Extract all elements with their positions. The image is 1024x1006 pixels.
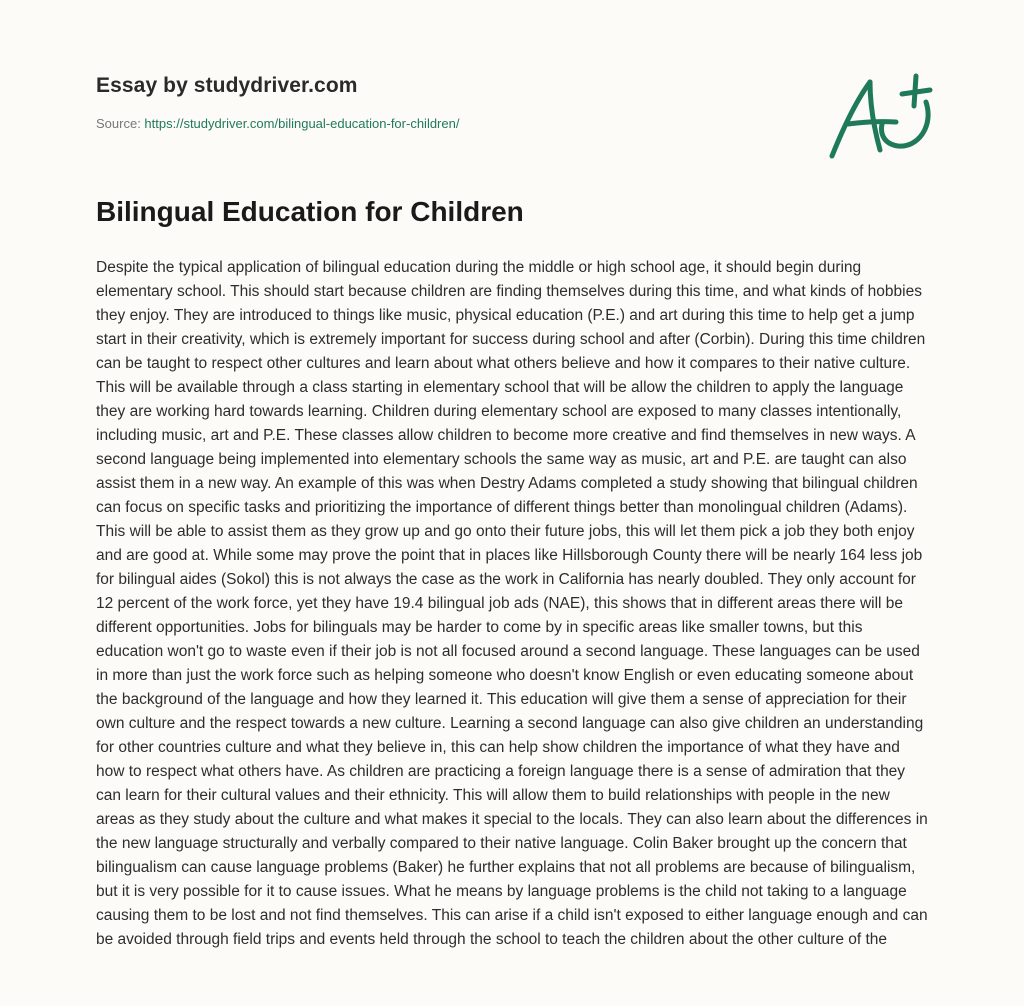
- essay-header: [96, 74, 459, 131]
- a-plus-grade-icon: [818, 66, 938, 166]
- source-line: [96, 116, 459, 131]
- source-label: Source:: [96, 116, 145, 131]
- essay-body: Despite the typical application of bilingual education during the middle or high school age, it should begin during elementary school. This should start because children are finding themselves during this time, and what kinds of hobbies they enjoy. They are introduced to things like music, physical education (P.E.) and art during this time to help get a jump start in their creativity, which is extremely important for success during school and after (Corbin). During this time children can be taught to respect other cultures and learn about what others believe and how it compares to their native culture. This will be available through a class starting in elementary school that will be allow the children to apply the language they are working hard towards learning. Children during elementary school are exposed to many classes intentionally, including music, art and P.E. These classes allow children to become more creative and find themselves in new ways. A second language being implemented into elementary schools the same way as music, art and P.E. are taught can also assist them in a new way. An example of this was when Destry Adams completed a study showing that bilingual children can focus on specific tasks and prioritizing the importance of different things better than monolingual children (Adams). This will be able to assist them as they grow up and go onto their future jobs, this will let them pick a job they both enjoy and are good at. While some may prove the point that in places like Hillsborough County there will be nearly 164 less job for bilingual aides (Sokol) this is not always the case as the work in California has nearly doubled. They only account for 12 percent of the work force, yet they have 19.4 bilingual job ads (NAE), this shows that in different areas there will be different opportunities. Jobs for bilinguals may be harder to come by in specific areas like smaller towns, but this education won't go to waste even if their job is not all focused around a second language. These languages can be used in more than just the work force such as helping someone who doesn't know English or even educating someone about the background of the language and how they learned it. This education will give them a sense of appreciation for their own culture and the respect towards a new culture. Learning a second language can also give children an understanding for other countries culture and what they believe in, this can help show children the importance of what they have and how to respect what others have. As children are practicing a foreign language there is a sense of admiration that they can learn for their cultural values and their ethnicity. This will allow them to build relationships with people in the new areas as they study about the culture and what makes it special to the locals. They can also learn about the differences in the new language structurally and verbally compared to their native language. Colin Baker brought up the concern that bilingualism can cause language problems (Baker) he further explains that not all problems are because of bilingualism, but it is very possible for it to cause issues. What he means by language problems is the child not taking to a language causing them to be lost and not find themselves. This can arise if a child isn't exposed to either language enough and can be avoided through field trips and events held through the school to teach the children about the other culture of the: [96, 259, 928, 948]
- essay-title: Bilingual Education for Children: [96, 196, 524, 227]
- source-link[interactable]: https://studydriver.com/bilingual-education-for-children/: [144, 116, 460, 131]
- site-brand: Essay by studydriver.com: [96, 74, 358, 97]
